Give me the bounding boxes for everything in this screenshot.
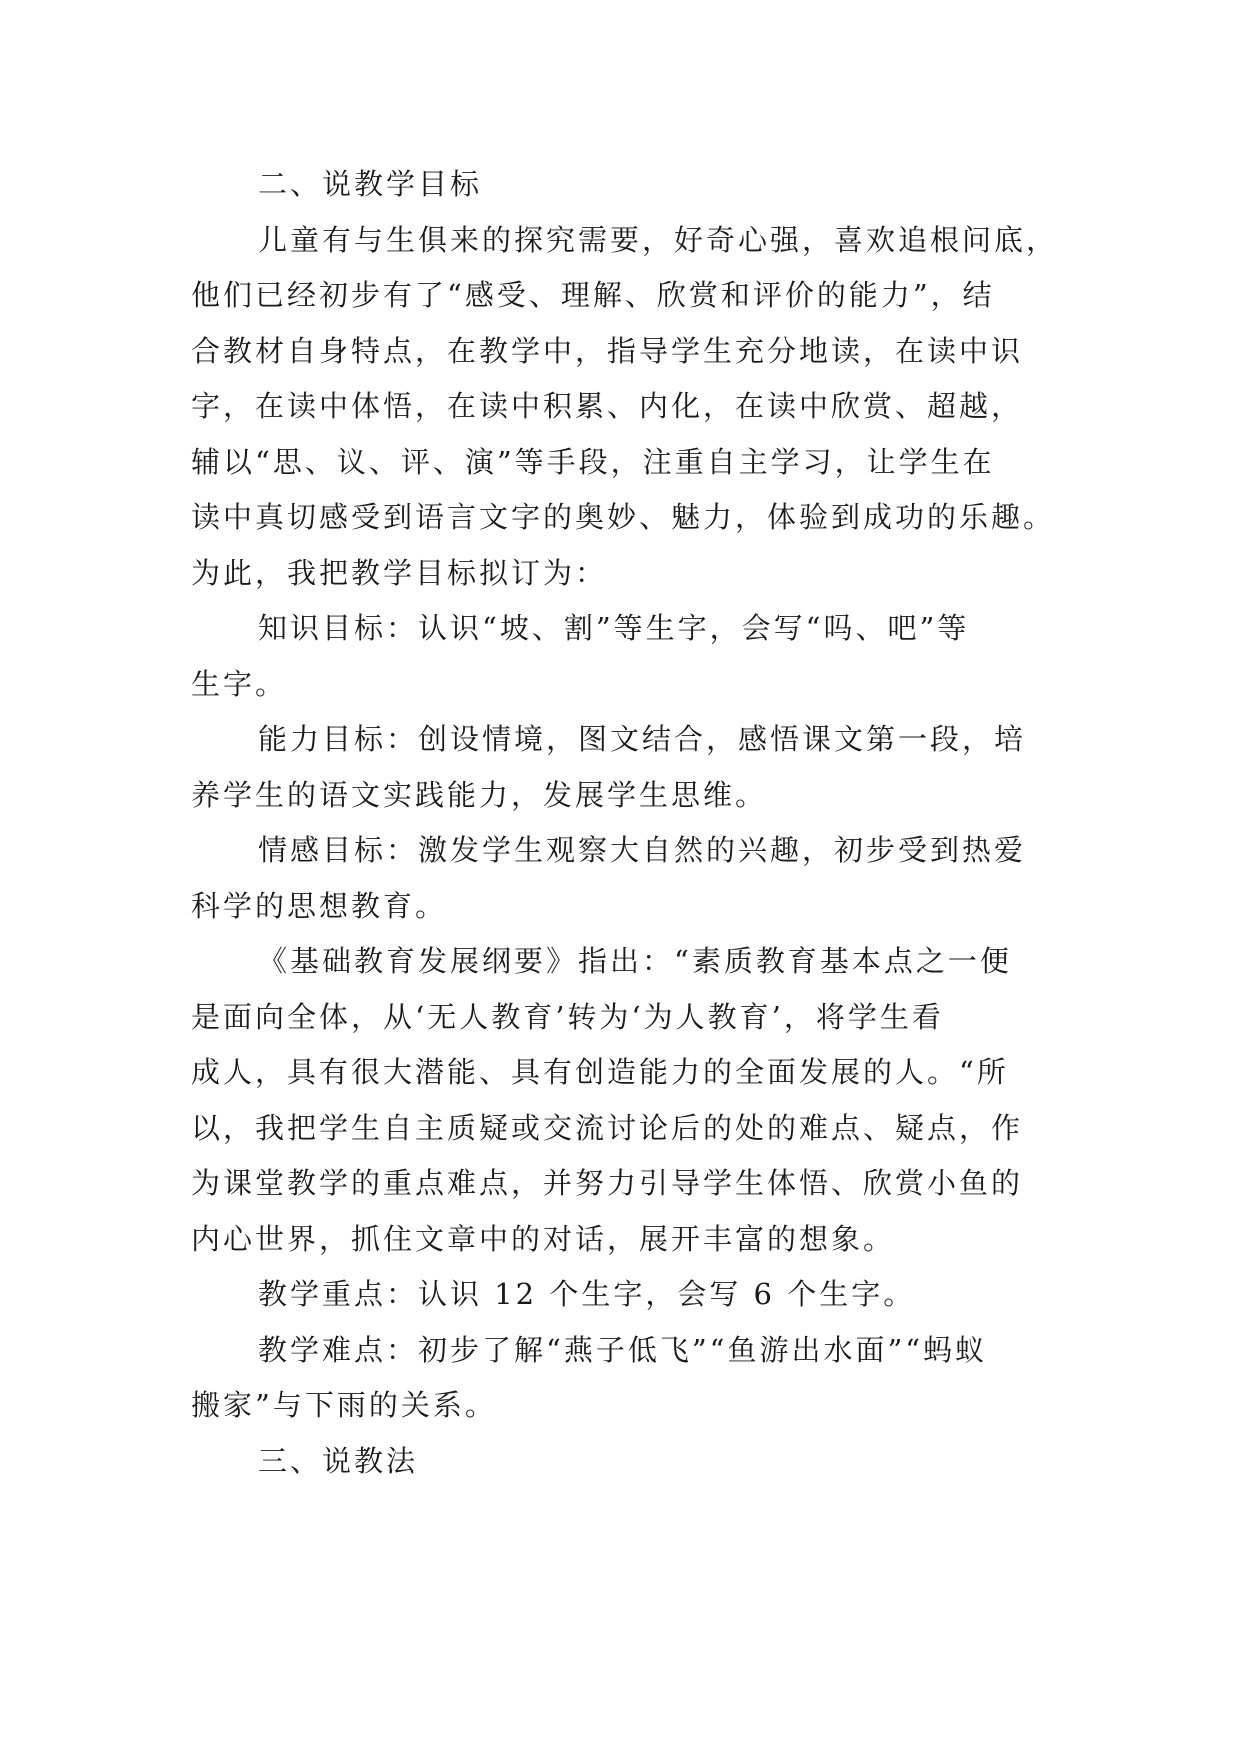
paragraph-line: 为此，我把教学目标拟订为： <box>191 556 608 590</box>
paragraph-line: 情感目标：激发学生观察大自然的兴趣，初步受到热爱 <box>258 833 1027 867</box>
paragraph-line: 成人，具有很大潜能、具有创造能力的全面发展的人。“所 <box>191 1055 1009 1089</box>
paragraph-line: 养学生的语文实践能力，发展学生思维。 <box>191 778 768 812</box>
paragraph-line: 教学难点：初步了解“燕子低飞”“鱼游出水面”“蚂蚁 <box>258 1333 988 1367</box>
paragraph-line: 为课堂教学的重点难点，并努力引导学生体悟、欣赏小鱼的 <box>191 1166 1024 1200</box>
paragraph-line: 能力目标：创设情境，图文结合，感悟课文第一段，培 <box>258 722 1027 756</box>
paragraph-line: 教学重点：认识 12 个生字，会写 6 个生字。 <box>258 1277 916 1311</box>
paragraph-line: 合教材自身特点，在教学中，指导学生充分地读，在读中识 <box>191 334 1024 368</box>
paragraph-line: 字，在读中体悟，在读中积累、内化，在读中欣赏、超越， <box>191 389 1024 423</box>
paragraph-line: 儿童有与生俱来的探究需要，好奇心强，喜欢追根问底， <box>258 223 1059 257</box>
paragraph-line: 内心世界，抓住文章中的对话，展开丰富的想象。 <box>191 1222 896 1256</box>
paragraph-line: 知识目标：认识“坡、割”等生字，会写“吗、吧”等 <box>258 611 970 645</box>
section-heading: 三、说教法 <box>258 1444 419 1478</box>
paragraph-line: 搬家”与下雨的关系。 <box>191 1388 497 1422</box>
paragraph-line: 他们已经初步有了“感受、理解、欣赏和评价的能力”，结 <box>191 278 995 312</box>
paragraph-line: 辅以“思、议、评、演”等手段，注重自主学习，让学生在 <box>191 445 995 479</box>
paragraph-line: 以，我把学生自主质疑或交流讨论后的处的难点、疑点，作 <box>191 1111 1024 1145</box>
paragraph-line: 科学的思想教育。 <box>191 889 448 923</box>
paragraph-line: 读中真切感受到语言文字的奥妙、魅力，体验到成功的乐趣。 <box>191 500 1056 534</box>
paragraph-line: 是面向全体，从‘无人教育’转为‘为人教育’，将学生看 <box>191 1000 944 1034</box>
paragraph-line: 生字。 <box>191 667 288 701</box>
paragraph-line: 《基础教育发展纲要》指出：“素质教育基本点之一便 <box>258 944 1012 978</box>
section-heading: 二、说教学目标 <box>258 167 483 201</box>
